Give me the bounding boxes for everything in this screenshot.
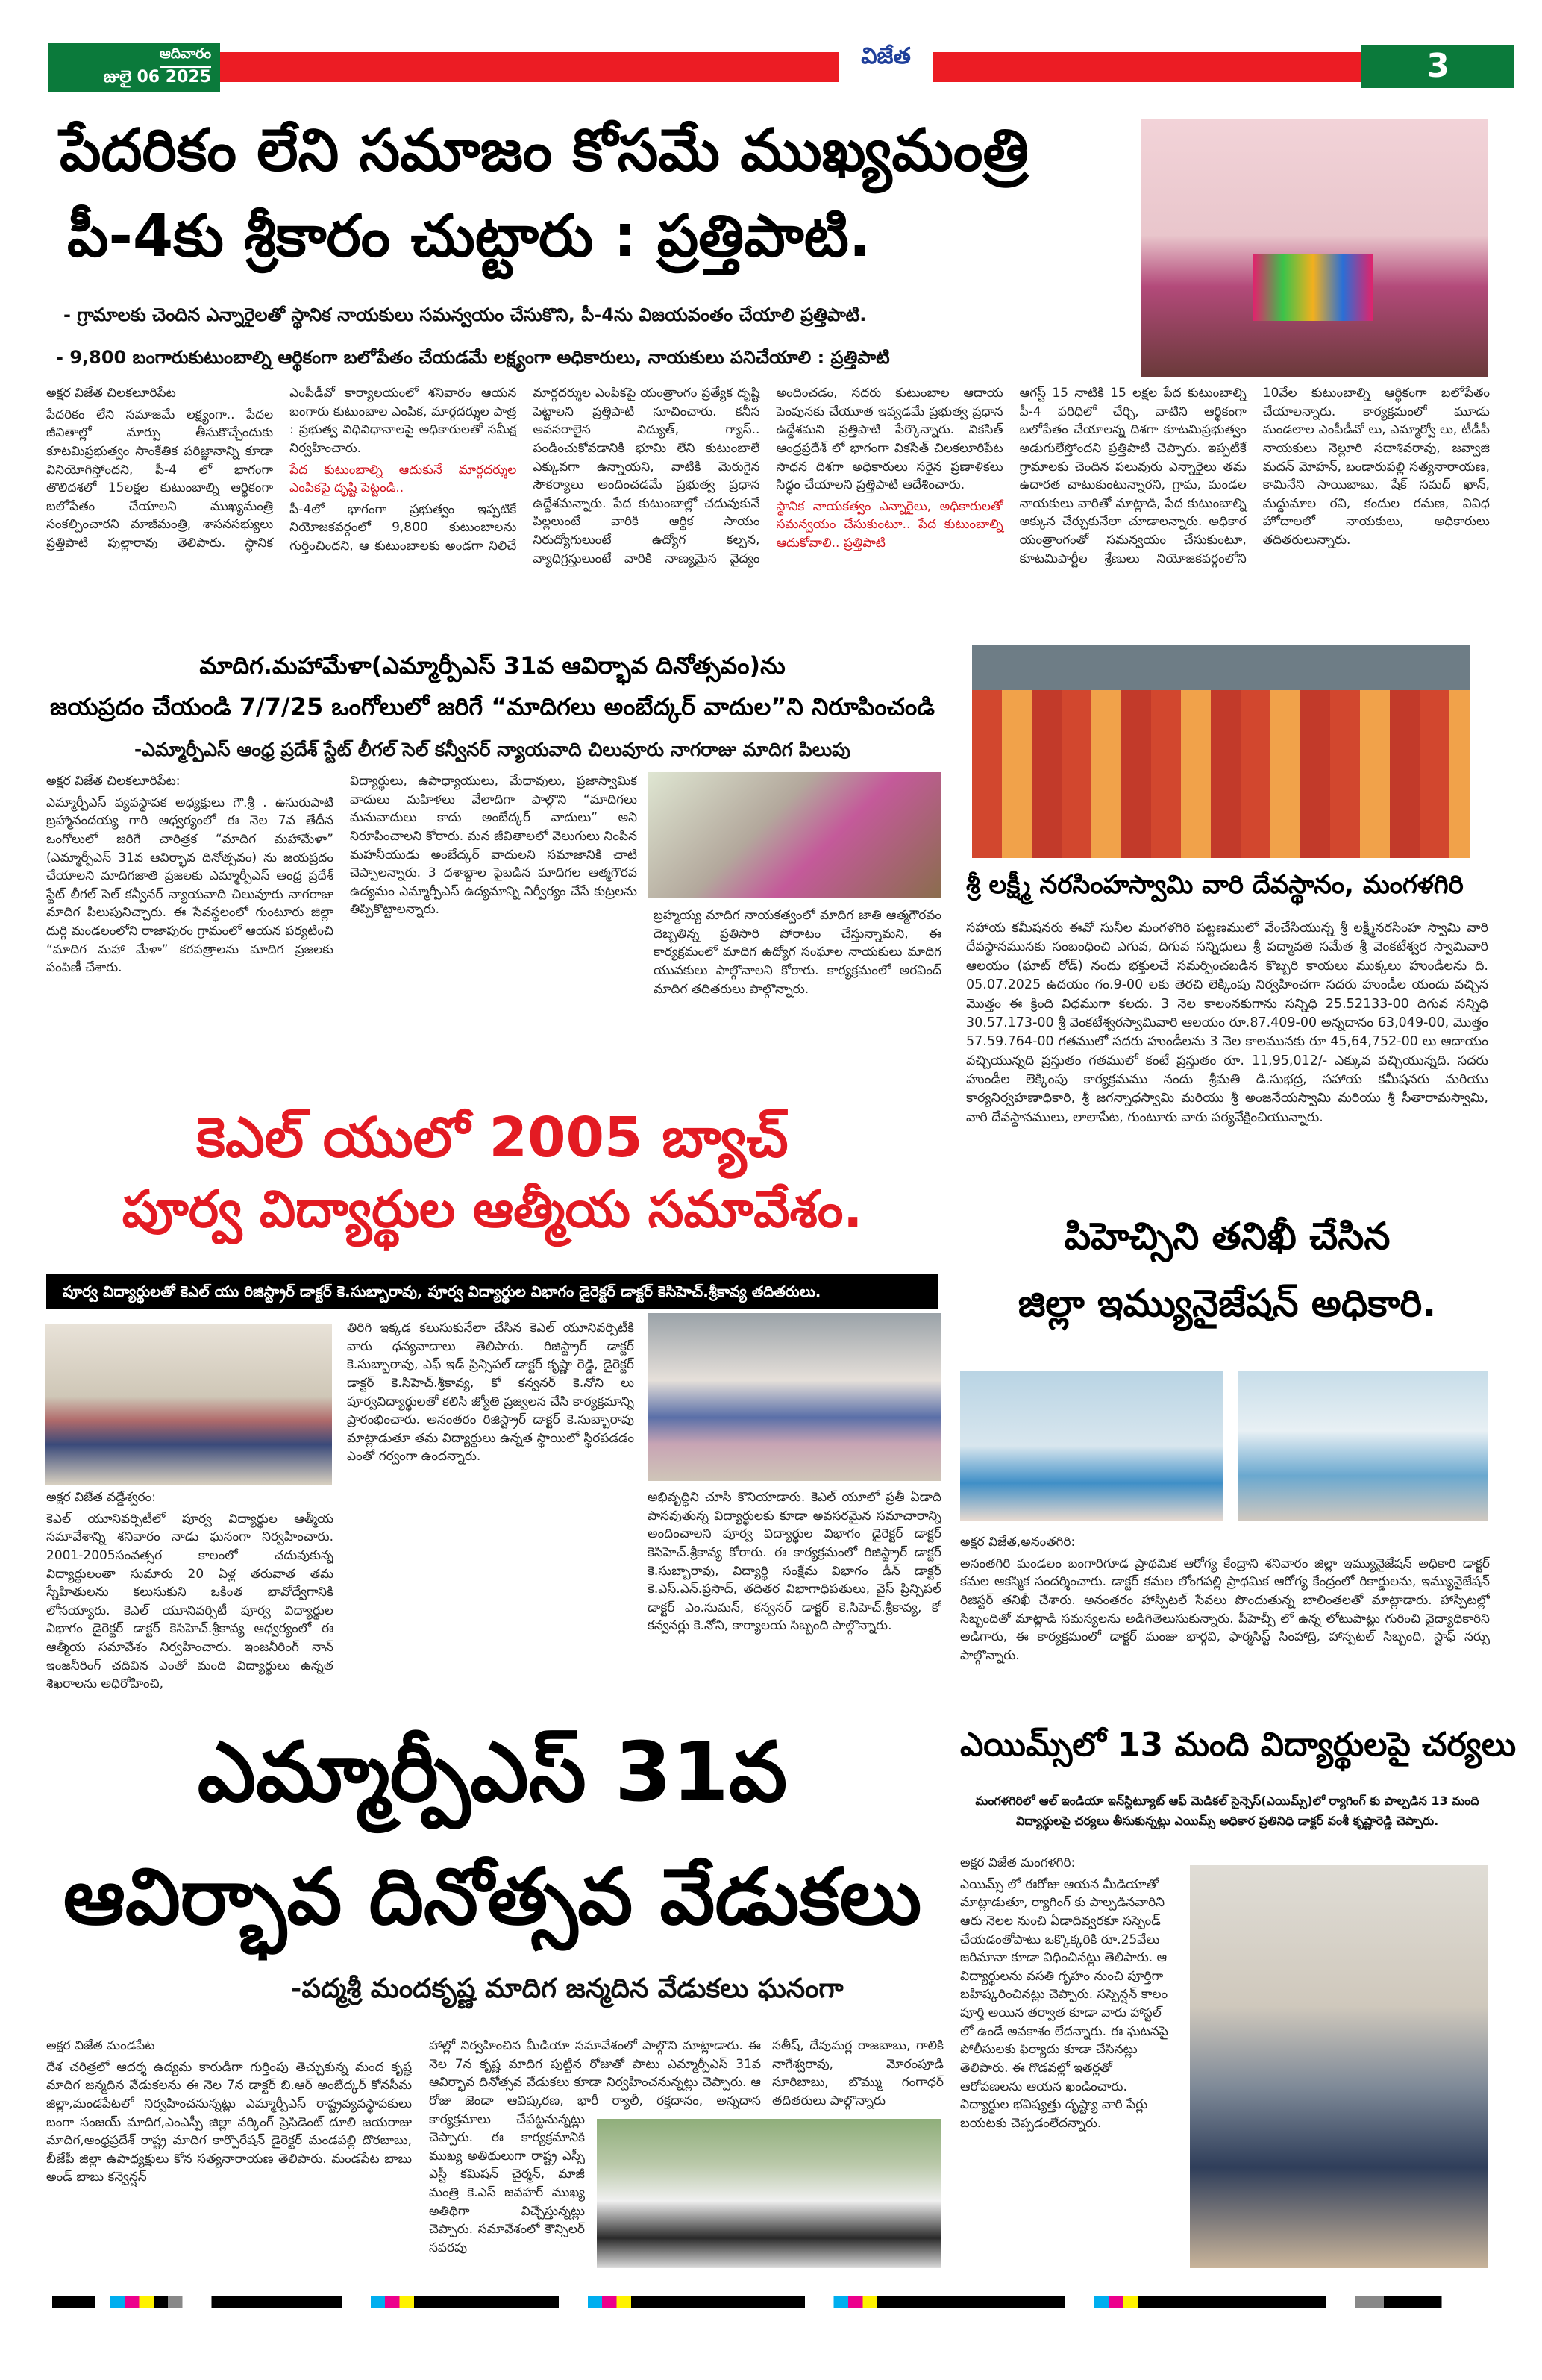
story5-headline-line2: జిల్లా ఇమ్యునైజేషన్ అధికారి.	[1018, 1282, 1437, 1325]
story2-headline-line1: మాదిగ.మహామేళా(ఎమ్మార్పీఎస్ 31వ ఆవిర్భావ దినోత్సవం)ను	[199, 651, 786, 680]
date-label: జులై 06 2025	[103, 68, 211, 87]
story4-headline-line1: కెఎల్ యులో 2005 బ్యాచ్	[196, 1106, 789, 1170]
story2-body-col3: బ్రహ్మయ్య మాదిగ నాయకత్వంలో మాదిగ జాతి ఆత్మగౌరవం దెబ్బతిన్న ప్రతిసారి పోరాటం చేస్తున్నామని, ఈ కార్యక్రమంలో మాదిగ ఉద్యోగ సంఘాల నాయకులు మాదిగ యువకులు పాల్గొనాలని కోరారు. కార్యక్రమంలో అరవింద్ మాదిగ తదితరులు పాల్గొన్నారు.	[654, 908, 941, 997]
page-number: 3	[1361, 45, 1514, 88]
story1-headline-line2: పీ-4కు శ్రీకారం చుట్టారు : ప్రత్తిపాటి.	[67, 203, 871, 270]
story4-photo-caption: పూర్వ విద్యార్థులతో కెఎల్ యు రిజిస్ట్రార్ డాక్టర్ కె.సుబ్బారావు, పూర్వ విద్యార్థుల విభాగం డైరెక్టర్ డాక్టర్ కెసిహెచ్.శ్రీకావ్య తదితరులు.	[46, 1274, 938, 1309]
story7-headline-line1: ఎమ్మార్పీఎస్ 31వ	[197, 1724, 788, 1820]
story2-photo-pamphlet-distribution	[648, 772, 941, 898]
story7-body-col2: హాల్లో నిర్వహించిన మీడియా సమావేశంలో పాల్గొని మాట్లాడారు. ఈ నెల 7న కృష్ణ మాదిగ పుట్టిన రోజుతో పాటు ఎమ్మార్పీఎస్ 31వ ఆవిర్భావ దినోత్సవ వేడుకలు కూడా నిర్వహించనున్నట్లు చెప్పారు. ఆ రోజు జెండా ఆవిష్కరణ, భారీ ర్యాలీ, రక్తదానం, అన్నదాన కార్యక్రమాలు చేపట్టనున్నట్లు చెప్పారు. ఈ కార్యక్రమానికి ముఖ్య అతిథులుగా రాష్ట్ర ఎస్సీ ఎస్టీ కమిషన్ చైర్మన్, మాజీ మంత్రి కె.ఎస్ జవహర్ ముఖ్య అతిథిగా విచ్చేస్తున్నట్లు చెప్పారు. సమావేశంలో కౌన్సిలర్ సవరపు	[429, 2037, 761, 2276]
story4-photo-alumni-group-right	[648, 1313, 941, 1481]
story4-body-col3: అభివృద్ధిని చూసి కొనియాడారు. కెఎల్ యూలో ప్రతీ ఏడాది పాసవుతున్న విద్యార్థులకు కూడా అవసరమైన సమాచారాన్ని అందించాలని పూర్వ విద్యార్థుల విభాగం డైరెక్టర్ డాక్టర్ కెసిహెచ్.శ్రీకావ్య కోరారు. ఈ కార్యక్రమంలో రిజిస్ట్రార్ డాక్టర్ కె.సుబ్బారావు, విద్యార్థి సంక్షేమ విభాగం డీన్ డాక్టర్ కె.ఎస్.ఎన్.ప్రసాద్, తదితర విభాగాధిపతులు, వైస్ ప్రిన్సిపల్ డాక్టర్ ఎం.సుమన్, కన్వనర్ డాక్టర్ కె.సిహెచ్.శ్రీకావ్య, కో కన్వనర్లు కె.నోని, కార్యాలయ సిబ్బంది పాల్గొన్నారు.	[648, 1490, 941, 1634]
story1-subheading-2: - 9,800 బంగారుకుటుంబాల్ని ఆర్థికంగా బలోపేతం చేయడమే లక్ష్యంగా అధికారులు, నాయకులు పనిచేయాలి : ప్రత్తిపాటి	[56, 347, 890, 368]
story7-photo-press-meet	[597, 2119, 941, 2268]
masthead-band-left	[220, 52, 839, 82]
story7-body-col3: సతీష్, దేవుమర్ల రాజబాబు, గాలికి నాగేశ్వరావు, మోరంపూడి సూరిబాబు, బొమ్ము గంగాధర్ తదితరులు పాల్గొన్నారు	[772, 2038, 944, 2108]
masthead-band-right	[933, 52, 1361, 82]
story7-subheading: -పద్మశ్రీ మందకృష్ణ మాదిగ జన్మదిన వేడుకలు ఘనంగా	[290, 1973, 844, 2004]
date-box	[48, 43, 220, 92]
day-label: ఆదివారం	[160, 46, 211, 68]
story1-body: అక్షర విజేత చిలకలూరిపేట పేదరికం లేని సమాజమే లక్ష్యంగా.. పేదల జీవితాల్లో మార్పు తీసుకొచ్చేందుకు కూటమిప్రభుత్వం సాంకేతిక పరిజ్ఞానాన్ని కూడా వినియోగిస్తోందని, పీ-4 లో భాగంగా తొలిదశలో 15లక్షల కుటుంబాల్ని ఆర్థికంగా బలోపేతం చేయాలని ముఖ్యమంత్రి సంకల్పించారని మాజీమంత్రి, శాసనసభ్యులు ప్రత్తిపాటి పుల్లారావు తెలిపారు. స్థానిక ఎంపీడీవో కార్యాలయంలో శనివారం ఆయన బంగారు కుటుంబాల ఎంపిక, మార్గదర్శుల పాత్ర : ప్రభుత్వ విధివిధానాలపై అధికారులతో సమీక్ష నిర్వహించారు. పేద కుటుంబాల్ని ఆదుకునే మార్గదర్శుల ఎంపికపై దృష్టి పెట్టండి.. పీ-4లో భాగంగా ప్రభుత్వం ఇప్పటికే నియోజకవర్గంలో 9,800 కుటుంబాలను గుర్తించిందని, ఆ కుటుంబాలకు అండగా నిలిచే మార్గదర్శుల ఎంపికపై యంత్రాంగం ప్రత్యేక దృష్టి పెట్టాలని ప్రత్తిపాటి సూచించారు. కనీస అవసరాలైన విద్యుత్, గ్యాస్.. పండించుకోవడానికి భూమి లేని కుటుంబాలే ఎక్కువగా ఉన్నాయని, వాటికి మెరుగైన సౌకర్యాలు అందించడమే ప్రభుత్వ ప్రధాన ఉద్దేశమన్నారు. పేద కుటుంబాల్లో చదువుకునే పిల్లలుంటే వారికి ఆర్థిక సాయం నిరుద్యోగులుంటే ఉద్యోగ కల్పన, వ్యాధిగ్రస్తులుంటే వారికి నాణ్యమైన వైద్యం అందించడం, సదరు కుటుంబాల ఆదాయ పెంపునకు చేయూత ఇవ్వడమే ప్రభుత్వ ప్రధాన ఉద్దేశమని ప్రత్తిపాటి పేర్కొన్నారు. వికసిత్ ఆంధ్రప్రదేశ్ లో భాగంగా వికసిత్ చిలకలూరిపేట సాధన దిశగా అధికారులు సరైన ప్రణాళికలు సిద్ధం చేయాలని ప్రత్తిపాటి ఆదేశించారు. స్థానిక నాయకత్వం ఎన్నారైలు, అధికారులతో సమన్వయం చేసుకుంటూ.. పేద కుటుంబాల్ని ఆదుకోవాలి.. ప్రత్తిపాటి ఆగస్ట్ 15 నాటికి 15 లక్షల పేద కుటుంబాల్ని పీ-4 పరిధిలో చేర్చి, వాటిని ఆర్థికంగా బలోపేతం చేయాలన్న దిశగా కూటమిప్రభుత్వం అడుగులేస్తోందని ప్రత్తిపాటి చెప్పారు. ఇప్పటికే గ్రామాలకు చెందిన పలువురు ఎన్నారైలు తమ ఉదారత చాటుకుంటున్నారని, గ్రామ, మండల నాయకులు వారితో మాట్లాడి, పేద కుటుంబాల్ని అక్కున చేర్చుకునేలా చూడాలన్నారు. అధికార యంత్రాంగంతో సమన్వయం చేసుకుంటూ, కూటమిపార్టీల శ్రేణులు నియోజకవర్గంలోని 10వేల కుటుంబాల్ని ఆర్థికంగా బలోపేతం చేయాలన్నారు. కార్యక్రమంలో మూడు మండలాల ఎంపీడీవో లు, ఎమ్మార్వో లు, టీడీపీ నాయకులు నెల్లూరి సదాశివరావు, జవ్వాజి మదన్ మోహన్, బండారుపల్లి సత్యనారాయణ, కామినేని సాయిబాబు, షేక్ సమద్ ఖాన్, మద్దుమాల రవి, కందుల రమణ, వివిధ హోదాలలో నాయకులు, అధికారులు తదితరులున్నారు.	[46, 386, 1490, 566]
story4-headline-line2: పూర్వ విద్యార్థుల ఆత్మీయ సమావేశం.	[122, 1180, 863, 1239]
story4-body-col1: అక్షర విజేత వడ్డేశ్వరం: కెఎల్ యూనివర్సిటీలో పూర్వ విద్యార్థుల ఆత్మీయ సమావేశాన్ని శనివారం నాడు ఘనంగా నిర్వహించారు. 2001-2005సంవత్సర కాలంలో చదువుకున్న విద్యార్థులంతా సుమారు 20 ఏళ్ల తరువాత తమ స్నేహితులను కలుసుకుని ఒకింత భావోద్వేగానికి లోనయ్యారు. కెఎల్ యూనివర్సిటీ పూర్వ విద్యార్థుల విభాగం డైరెక్టర్ డాక్టర్ కెసిహెచ్.శ్రీకావ్య ఆధ్వర్యంలో ఈ ఆత్మీయ సమావేశం నిర్వహించారు. ఇంజనీరింగ్ నాన్ ఇంజనీరింగ్ చదివిన ఎంతో మంది విద్యార్థులు ఉన్నత శిఖరాలను అధిరోహించి,	[46, 1490, 333, 1692]
story3-photo-hundi-counting	[972, 645, 1470, 858]
story3-body: సహాయ కమీషనరు ఈవో సునీల మంగళగిరి పట్టణములో వేంచేసియున్న శ్రీ లక్ష్మీనరసింహ స్వామి వారి దేవస్థానమునకు సంబంధించి ఎగువ, దిగువ సన్నిధులు శ్రీ పద్మావతి సమేత శ్రీ వెంకటేశ్వర స్వామివారి ఆలయం (ఘాట్ రోడ్) నందు భక్తులచే సమర్పించబడిన కొబ్బరి కాయలు ముక్కలు హుండీలను ది. 05.07.2025 ఉదయం గం.9-00 లకు తెరచి లెక్కింపు నిర్వహించగా సదరు హుండీల యందు వచ్చిన మొత్తం ఈ క్రింది విధముగా కలదు. 3 నెల కాలంనకుగాను సన్నిధి 25.52133-00 దిగువ సన్నిధి 30.57.173-00 శ్రీ వెంకటేశ్వరస్వామివారి ఆలయం రూ.87.409-00 అన్నదానం 63,049-00, మొత్తం 57.59.764-00 గతములో సదరు హుండీలను 3 నెల కాలమునకు రూ 45,64,752-00 లు ఆదాయం వచ్చియున్నది ప్రస్తుతం గతములో కంటే ప్రస్తుతం రూ. 11,95,012/- ఎక్కువ వచ్చియున్నది. సదరు హుండీల లెక్కింపు కార్యక్రమము నందు శ్రీమతి డి.సుభద్ర, సహాయ కమీషనరు మరియు కార్యనిర్వహణాధికారి, శ్రీ జగన్నాధస్వామి మరియు శ్రీ అంజనేయస్వామి మరియు శ్రీ సీతారామస్వామి, వారి దేవస్థానములు, లాలాపేట, గుంటూరు వారు పర్యవేక్షించియున్నారు.	[966, 921, 1488, 1125]
story5-photo-ward	[960, 1371, 1223, 1521]
story1-headline-line1: పేదరికం లేని సమాజం కోసమే ముఖ్యమంత్రి	[60, 117, 1029, 184]
story5-body: అక్షర విజేత,అనంతగిరి: అనంతగిరి మండలం బంగారిగూడ ప్రాథమిక ఆరోగ్య కేంద్రాని శనివారం జిల్లా ఇమ్యునైజేషన్ అధికారి డాక్టర్ కమల ఆకస్మిక సందర్శించారు. డాక్టర్ కమల లోంగపల్లి ప్రాథమిక ఆరోగ్య కేంద్రంలో రికార్డులను, ఇమ్యునైజేషన్ రిజిస్టర్ తనిఖీ చేశారు. అనంతరం హాస్పిటల్ సేవలు పొందుతున్న బాలింతలతో మాట్లాడారు. హాస్పిటల్లో సిబ్బందితో మాట్లాడి సమస్యలను అడిగితెలుసుకున్నారు. పీహెచ్సీ లో ఉన్న లోటుపాట్లు గురించి వైద్యాధికారిని అడిగారు, ఈ కార్యక్రమంలో డాక్టర్ మంజు భార్గవి, ఫార్మసిస్ట్ సింహాద్రి, హాస్పటల్ సిబ్బంది, స్టాఫ్ నర్సు పాల్గొన్నారు.	[960, 1535, 1490, 1663]
story6-body: అక్షర విజేత మంగళగిరి: ఎయిమ్స్ లో ఈరోజు ఆయన మీడియాతో మాట్లాడుతూ, ర్యాగింగ్ కు పాల్పడినవారిని ఆరు నెలల నుంచి ఏడాదివ్వరకూ సస్పెండ్ చేయడంతోపాటు ఒక్కొక్కరికి రూ.25వేలు జరిమానా కూడా విధించినట్లు తెలిపారు. ఆ విద్యార్థులను వసతి గృహం నుంచి పూర్తిగా బహిష్కరించినట్లు చెప్పారు. సస్పెన్షన్ కాలం పూర్తి అయిన తర్వాత కూడా వారు హాస్టల్ లో ఉండే అవకాశం లేదన్నారు. ఈ ఘటనపై పోలీసులకు ఫిర్యాదు కూడా చేసినట్లు తెలిపారు. ఈ గొడవల్లో ఇతర్లతో ఆరోపణలను ఆయన ఖండించారు. విద్యార్థుల భవిష్యత్తు దృష్ట్యా వారి పేర్లు బయటకు చెప్పడంలేదన్నారు.	[960, 1856, 1168, 2131]
story3-headline: శ్రీ లక్ష్మీ నరసింహస్వామి వారి దేవస్థానం, మంగళగిరి	[966, 870, 1464, 900]
story6-photo-aiims-officials	[1190, 1865, 1488, 2268]
story7-body-col1: అక్షర విజేత మండపేట దేశ చరిత్రలో ఆదర్శ ఉద్యమ కారుడిగా గుర్తింపు తెచ్చుకున్న మంద కృష్ణ మాదిగ జన్మదిన వేడుకలను ఈ నెల 7న డాక్టర్ బి.ఆర్ అంబేద్కర్ కోనసీమ జిల్లా,మండపేటలో నిర్వహించనున్నట్లు ఎమ్మార్పీఎస్ రాష్ట్రవ్యవస్థాపకులు బంగా సంజయ్ మాదిగ,ఎంఎస్పీ జిల్లా వర్కింగ్ ప్రెసిడెంట్ దూలి జయరాజు మాదిగ,ఆంధ్రప్రదేశ్ రాష్ట్ర మాదిగ కార్పొరేషన్ డైరెక్టర్ మండపల్లి దొరబాబు, బీజేపీ జిల్లా ఉపాధ్యక్షులు కోన సత్యనారాయణ తెలిపారు. మండపేట బాబు అండ్ బాబు కన్వెన్షన్	[46, 2038, 412, 2185]
story2-headline-line2: జయప్రదం చేయండి 7/7/25 ఒంగోలులో జరిగే “మాదిగలు అంబేద్కర్ వాదుల”ని నిరూపించండి	[50, 692, 935, 721]
newspaper-logo: విజేత	[861, 43, 911, 69]
story5-photo-inspection	[1238, 1371, 1488, 1521]
dateline: అక్షర విజేత చిలకలూరిపేట	[46, 386, 176, 401]
story7-headline-line2: ఆవిర్భావ దినోత్సవ వేడుకలు	[63, 1851, 922, 1942]
story4-body-col2: తిరిగి ఇక్కడ కలుసుకునేలా చేసిన కెఎల్ యూనివర్సిటీకి వారు ధన్యవాదాలు తెలిపారు. రిజిస్ట్రార్ డాక్టర్ కె.సుబ్బారావు, ఎఫ్ ఇడ్ ప్రిన్సిపల్ డాక్టర్ కృష్ణా రెడ్డి, డైరెక్టర్ డాక్టర్ కె.సిహెచ్.శ్రీకావ్య, కో కన్వనర్ కె.నోని లు పూర్వవిద్యార్థులతో కలిసి జ్యోతి ప్రజ్వలన చేసి కార్యక్రమాన్ని ప్రారంభించారు. అనంతరం రిజిస్ట్రార్ డాక్టర్ కె.సుబ్బారావు మాట్లాడుతూ తమ విద్యార్థులు ఉన్నత స్థాయిలో స్థిరపడడం ఎంతో గర్వంగా ఉందన్నారు.	[347, 1321, 634, 1465]
registration-strip	[52, 2296, 1499, 2308]
story1-photo-meeting	[1141, 119, 1488, 377]
story2-body-col1: అక్షర విజేత చిలకలూరిపేట: ఎమ్మార్పీఎస్ వ్యవస్థాపక అధ్యక్షులు గౌ.శ్రీ . ఉసురుపాటి బ్రహ్మానందయ్య గారి ఆధ్వర్యంలో ఈ నెల 7వ తేదీన ఒంగోలులో జరిగే చారిత్రక “మాదిగ మహామేళా” (ఎమ్మార్పీఎస్ 31వ ఆవిర్భావ దినోత్సవం) ను జయప్రదం చేయాలని మాదిగజాతి ప్రజలకు ఎమ్మార్పీఎస్ ఆంధ్ర ప్రదేశ్ స్టేట్ లీగల్ సెల్ కన్వీనర్ న్యాయవాది చిలువూరు నాగరాజు మాదిగ పిలుపునిచ్చారు. ఈ సేవస్థలంలో గుంటూరు జిల్లా దుర్గి మండలంలోని రాజాపురం గ్రామంలో ఆయన పర్యటించి “మాదిగ మహా మేళా” కరపత్రాలను మాదిగ ప్రజలకు పంపిణీ చేశారు.	[46, 774, 333, 976]
story1-subheading-1: - గ్రామాలకు చెందిన ఎన్నారైలతో స్థానిక నాయకులు సమన్వయం చేసుకొని, పీ-4ను విజయవంతం చేయాలి ప్రత్తిపాటి.	[63, 304, 867, 325]
story6-subheading: మంగళగిరిలో ఆల్ ఇండియా ఇన్‌స్టిట్యూట్ ఆఫ్ మెడికల్ సైన్సెస్(ఎయిమ్స్)లో ర్యాగింగ్ కు పాల్పడిన 13 మంది విద్యార్థులపై చర్యలు తీసుకున్నట్లు ఎయిమ్స్ అధికార ప్రతినిధి డాక్టర్ వంశీ కృష్ణారెడ్డి చెప్పారు.	[975, 1794, 1479, 1829]
story2-body-col2: విద్యార్థులు, ఉపాధ్యాయులు, మేధావులు, ప్రజాస్వామిక వాదులు మహిళలు వేలాదిగా పాల్గొని “మాదిగలు మనువాదులు కాదు అంబేద్కర్ వాదులు” అని నిరూపించాలని కోరారు. మన జీవితాలలో వెలుగులు నింపిన మహనీయుడు అంబేద్కర్ వాదులని సమాజానికి చాటి చెప్పాలన్నారు. 3 దశాబ్దాల పైబడిన మాదిగల ఆత్మగౌరవ ఉద్యమం ఎమ్మార్పీఎస్ ఉద్యమాన్ని నిర్వీర్యం చేసే కుట్రలను తిప్పికొట్టాలన్నారు.	[350, 774, 637, 918]
story2-subheading: -ఎమ్మార్పీఎస్ ఆంధ్ర ప్రదేశ్ స్టేట్ లీగల్ సెల్ కన్వీనర్ న్యాయవాది చిలువూరు నాగరాజు మాదిగ పిలుపు	[134, 739, 851, 760]
story5-headline-line1: పిహెచ్సిని తనిఖీ చేసిన	[1064, 1215, 1391, 1258]
story6-headline: ఎయిమ్స్‌లో 13 మంది విద్యార్థులపై చర్యలు	[960, 1726, 1517, 1764]
story4-photo-alumni-group-left	[45, 1324, 332, 1485]
